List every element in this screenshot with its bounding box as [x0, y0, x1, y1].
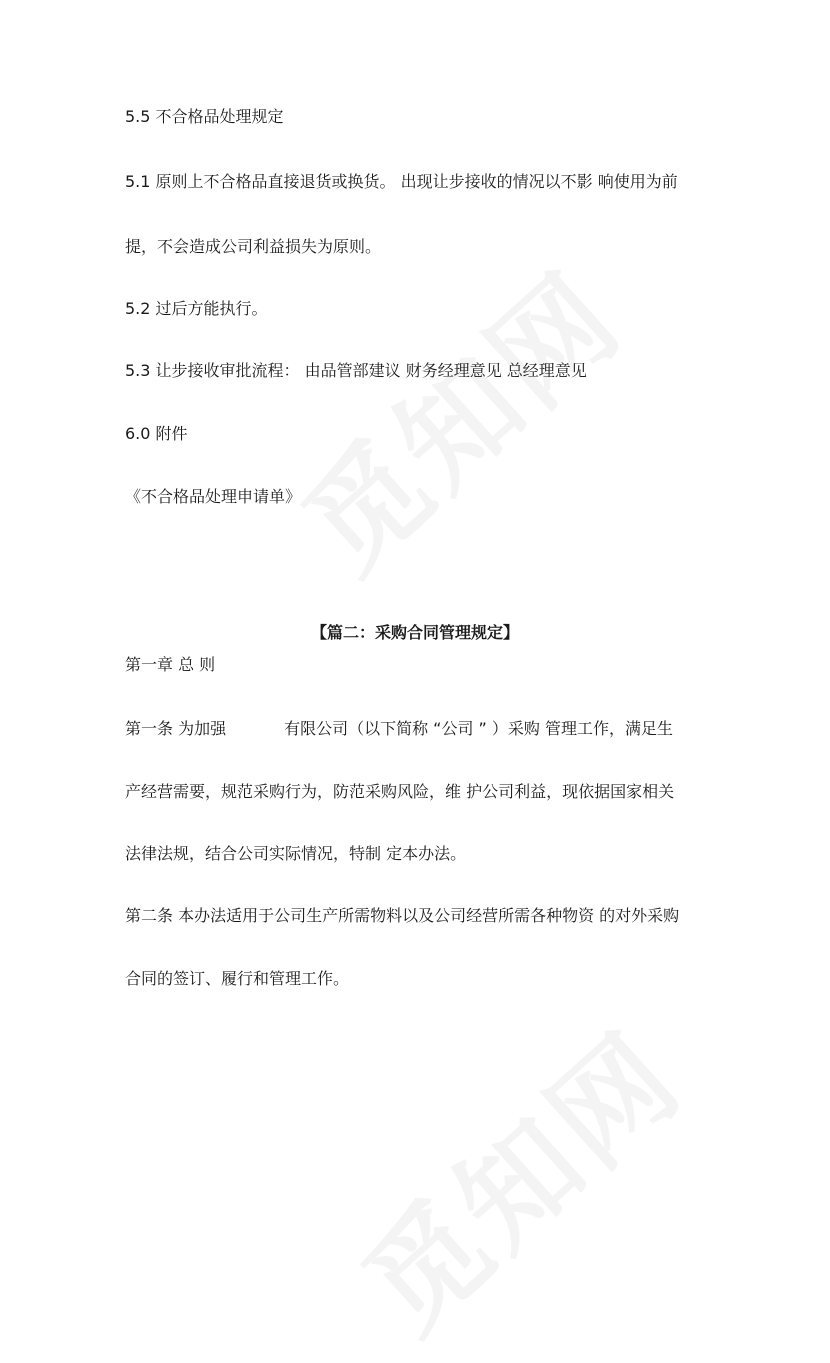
article-1-line-1: [125, 718, 673, 740]
section-heading: 5.5 不合格品处理规定: [125, 107, 284, 126]
paragraph-line: 提，不会造成公司利益损失为原则。: [125, 237, 382, 256]
attachment-item: 《不合格品处理申请单》: [125, 487, 302, 506]
watermark: [261, 227, 651, 602]
article-1-rest: 有限公司（以下简称 “公司 ” ）采购 管理工作，满足生: [284, 719, 674, 738]
document-title: 【篇二：采购合同管理规定】: [310, 623, 519, 642]
paragraph-line: 5.2 过后方能执行。: [125, 299, 268, 318]
paragraph-line: 法律法规，结合公司实际情况，特制 定本办法。: [125, 844, 467, 863]
paragraph-line: 合同的签订、履行和管理工作。: [125, 969, 350, 988]
chapter-heading: 第一章 总 则: [125, 655, 216, 674]
article-1-start: 第一条 为加强: [125, 719, 227, 738]
paragraph-line: 5.3 让步接收审批流程： 由品管部建议 财务经理意见 总经理意见: [125, 361, 587, 380]
paragraph-line: 产经营需要，规范采购行为，防范采购风险，维 护公司利益，现依据国家相关: [125, 782, 675, 801]
paragraph-line: 第二条 本办法适用于公司生产所需物料以及公司经营所需各种物资 的对外采购: [125, 906, 680, 925]
attachment-heading: 6.0 附件: [125, 424, 188, 443]
watermark: [321, 987, 711, 1362]
paragraph-line: 5.1 原则上不合格品直接退货或换货。 出现让步接收的情况以不影 响使用为前: [125, 172, 678, 191]
